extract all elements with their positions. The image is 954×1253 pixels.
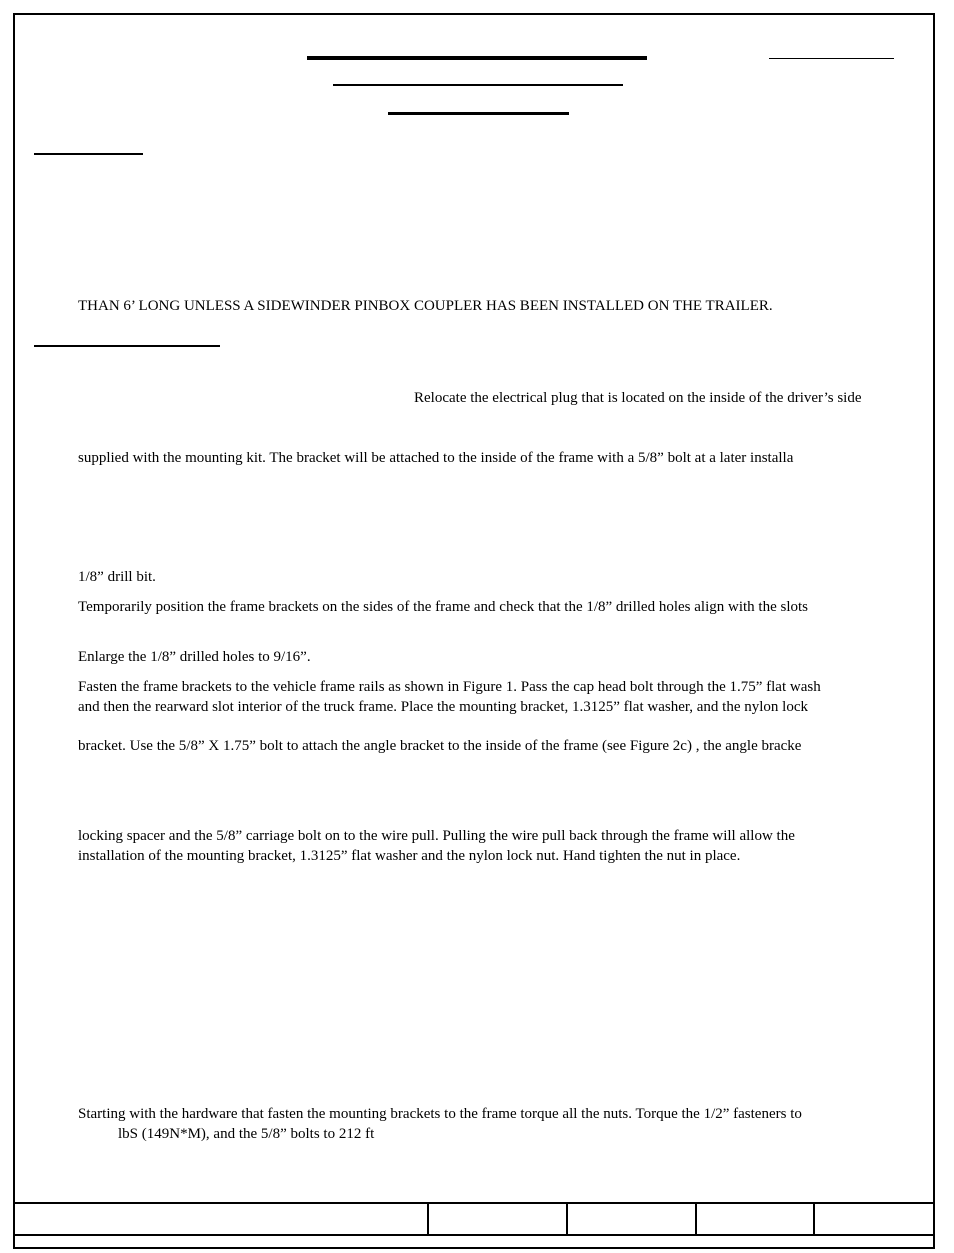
section-heading-underline-2 — [34, 345, 220, 347]
footer-cell-2 — [429, 1204, 566, 1236]
footer-cell-5 — [815, 1204, 935, 1236]
fasten-text-2: and then the rearward slot interior of the truck frame. Place the mounting bracket, 1.3125” flat washer, and the nylon lock — [78, 699, 808, 715]
title-line-1 — [307, 56, 647, 60]
fasten-text-1: Fasten the frame brackets to the vehicle frame rails as shown in Figure 1. Pass the cap head bolt through the 1.75” flat wash — [78, 679, 821, 695]
footer-title-block — [15, 1202, 935, 1236]
position-text: Temporarily position the frame brackets on the sides of the frame and check that the 1/8” drilled holes align with the slots — [78, 599, 808, 615]
angle-bracket-text: bracket. Use the 5/8” X 1.75” bolt to attach the angle bracket to the inside of the frame (see Figure 2c) , the angle bracke — [78, 738, 802, 754]
header-right-line — [769, 58, 894, 59]
enlarge-text: Enlarge the 1/8” drilled holes to 9/16”. — [78, 649, 311, 665]
footer-cell-1 — [15, 1204, 427, 1236]
title-line-2 — [333, 84, 623, 86]
drill-bit-text: 1/8” drill bit. — [78, 569, 156, 585]
title-line-3 — [388, 112, 569, 115]
locking-text-1: locking spacer and the 5/8” carriage bolt on to the wire pull. Pulling the wire pull back through the frame will allow the — [78, 828, 795, 844]
torque-text-2: lbS (149N*M), and the 5/8” bolts to 212 ft — [118, 1126, 375, 1142]
torque-text-1: Starting with the hardware that fasten the mounting brackets to the frame torque all the nuts. Torque the 1/2” fasteners to — [78, 1106, 802, 1122]
warning-text: THAN 6’ LONG UNLESS A SIDEWINDER PINBOX COUPLER HAS BEEN INSTALLED ON THE TRAILER. — [78, 298, 773, 314]
locking-text-2: installation of the mounting bracket, 1.3125” flat washer and the nylon lock nut. Hand tighten the nut in place. — [78, 848, 741, 864]
page-border — [13, 13, 935, 1249]
footer-cell-3 — [568, 1204, 695, 1236]
footer-cell-4 — [697, 1204, 813, 1236]
relocate-text: Relocate the electrical plug that is located on the inside of the driver’s side — [414, 390, 862, 406]
bracket-supplied-text: supplied with the mounting kit. The bracket will be attached to the inside of the frame with a 5/8” bolt at a later installa — [78, 450, 794, 466]
section-heading-underline-1 — [34, 153, 143, 155]
